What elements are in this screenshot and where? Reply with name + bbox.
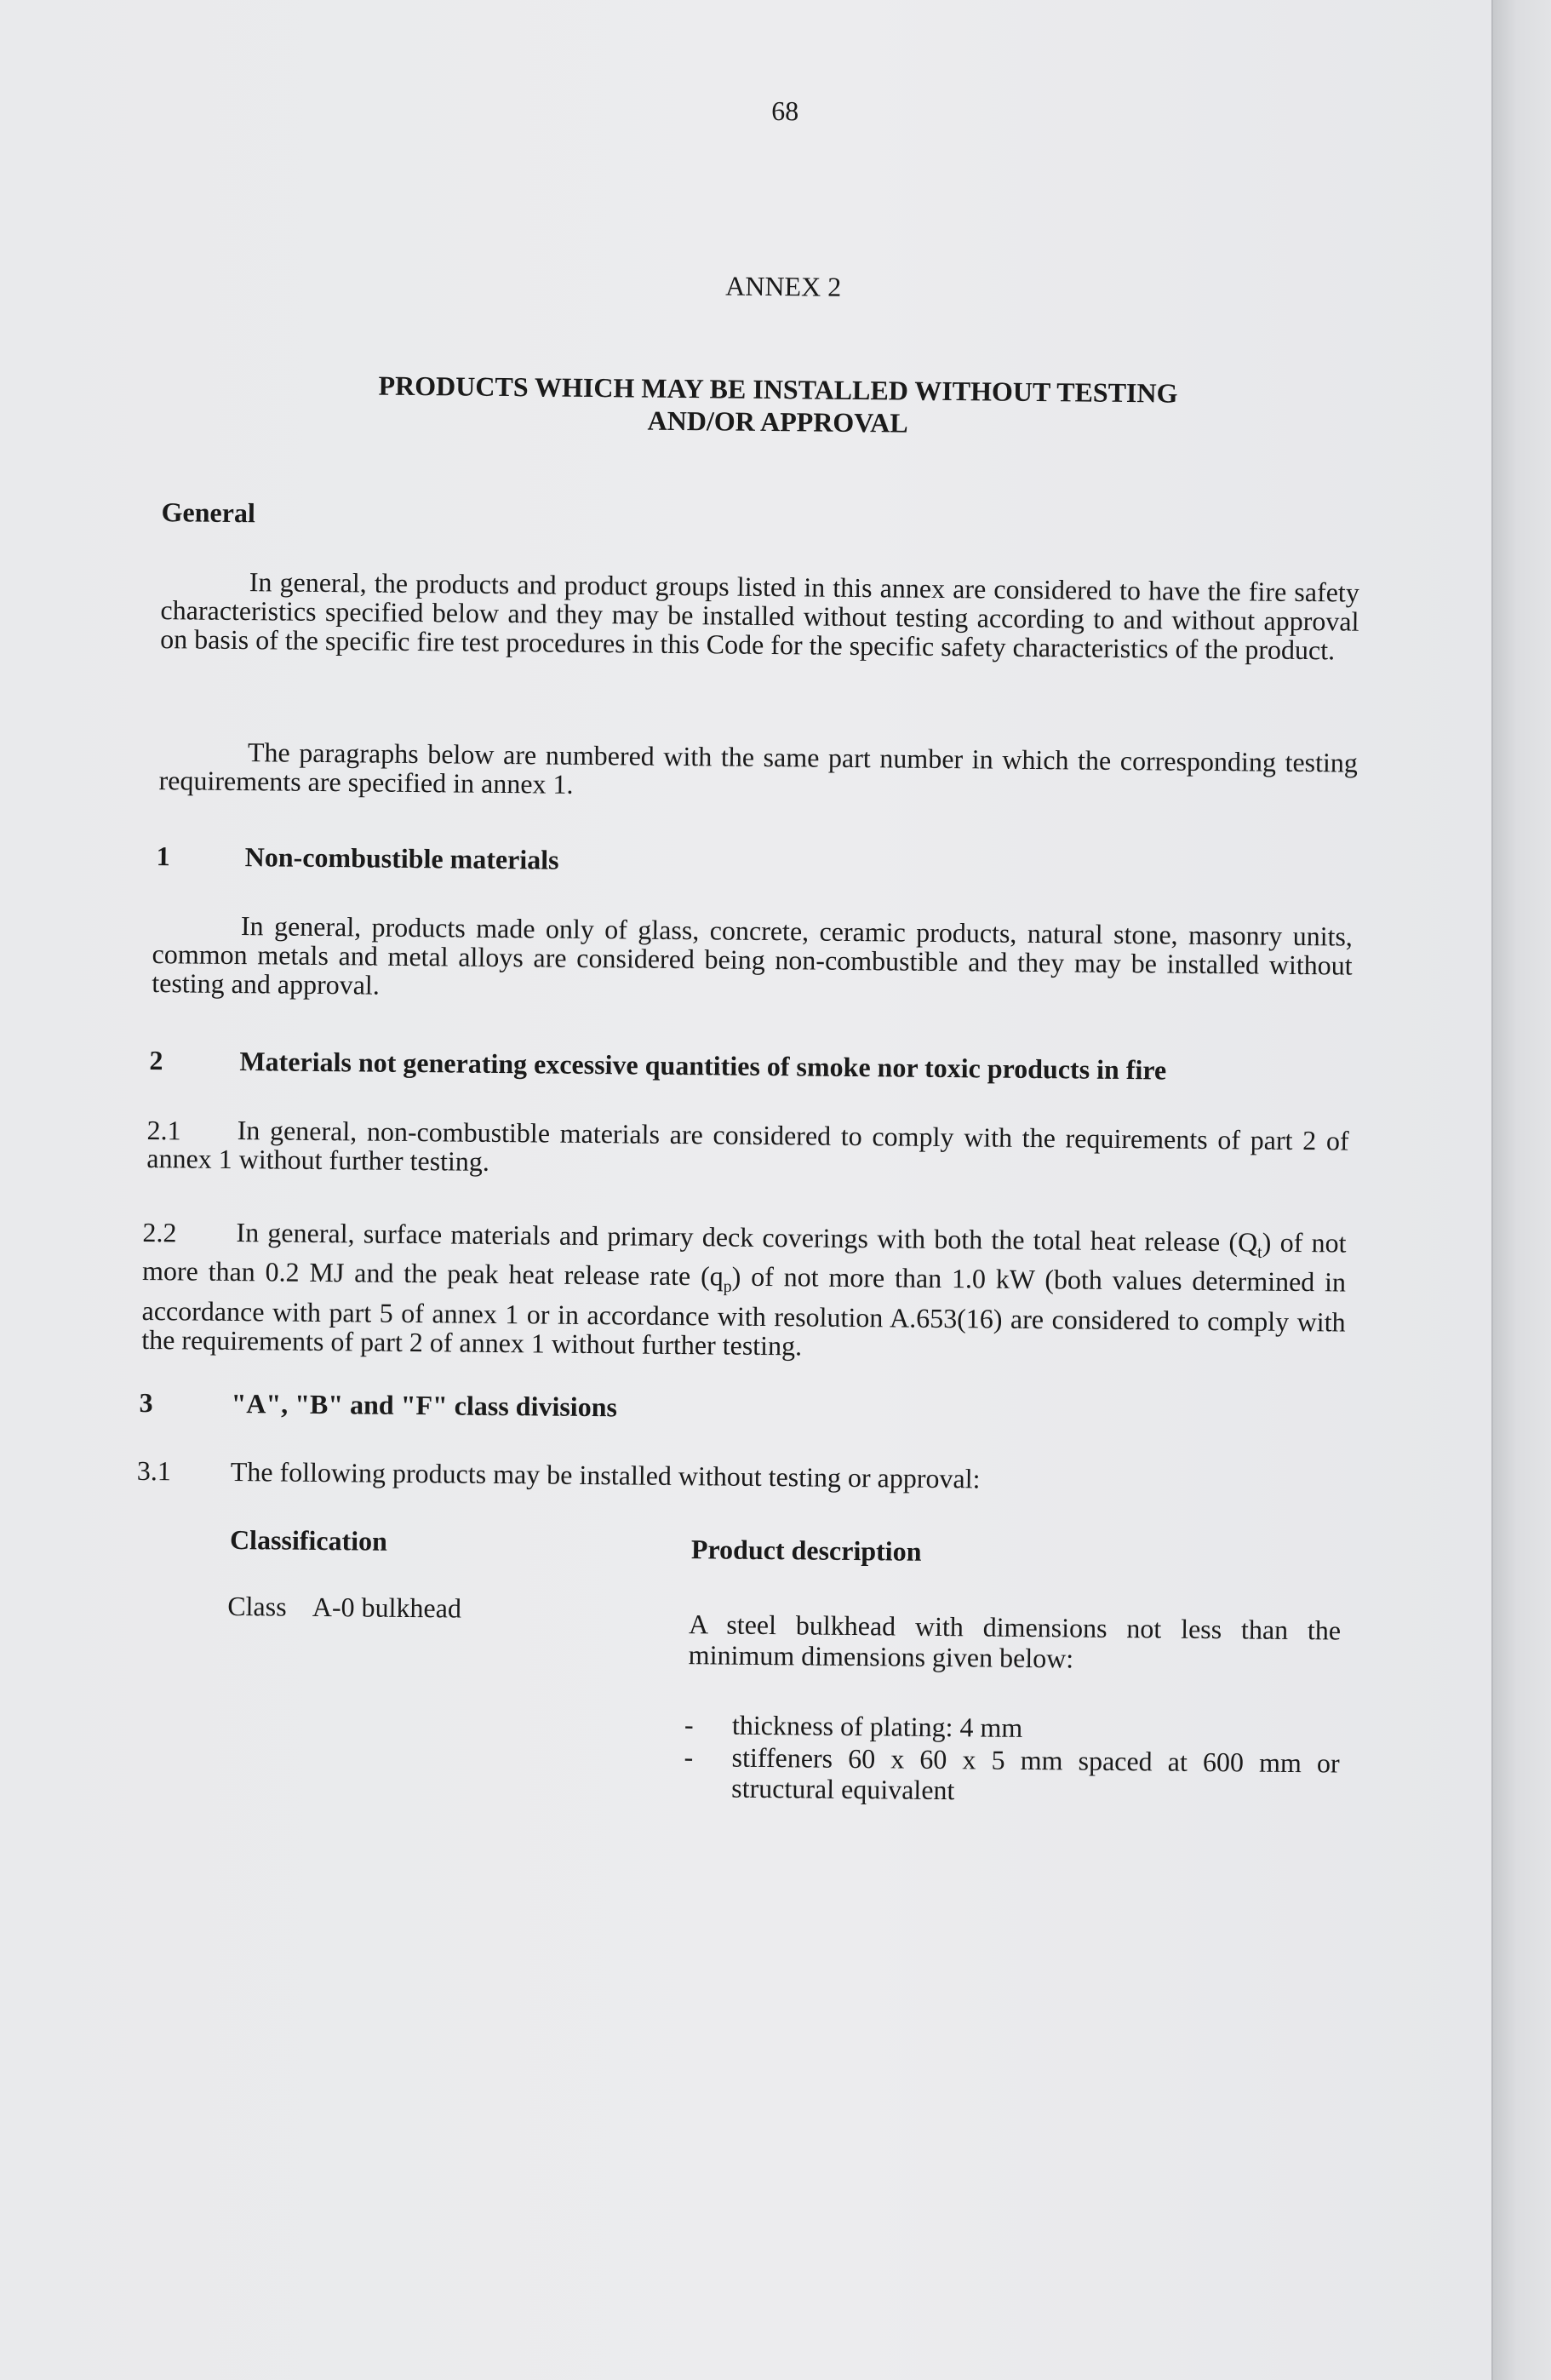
general-paragraph-2: The paragraphs below are numbered with the same part number in which the corresponding testing requirements are specified in annex 1. <box>158 737 1359 800</box>
section-1-text: In general, products made only of glass, concrete, ceramic products, natural stone, masonry units, common metals and metal alloys are considered being non-combustible and they may be installed without testing and approval. <box>152 910 1354 1001</box>
section-2-2-number: 2.2 <box>142 1216 177 1248</box>
section-2-2-text-c: ) of not more than 1.0 kW (both values determined in accordance with part 5 of annex 1 or in accordance with resolution A.653(16) are considered to comply with the requirements of part 2 of annex 1 without further testing. <box>141 1261 1347 1362</box>
main-title-line-1: PRODUCTS WHICH MAY BE INSTALLED WITHOUT TESTING <box>378 370 1178 409</box>
section-2-2-text-a: In general, surface materials and primary deck coverings with both the total heat release (Q <box>236 1217 1258 1258</box>
section-2-1-number: 2.1 <box>146 1115 181 1146</box>
section-2-1-text: In general, non-combustible materials are considered to comply with the requirements of part 2 of annex 1 without further testing. <box>146 1115 1349 1177</box>
bullet-mark: - <box>684 1741 694 1773</box>
bullet-mark: - <box>684 1709 694 1741</box>
section-2-2-text <box>141 1217 1346 1365</box>
table-row-1-bullet-list <box>684 1709 1340 1810</box>
section-3-number: 3 <box>139 1386 153 1419</box>
section-2-2-sub-p: p <box>723 1277 732 1297</box>
book-gutter-edge <box>1491 0 1551 2380</box>
section-2-2-sub-t: t <box>1257 1242 1262 1262</box>
table-row-1-description: A steel bulkhead with dimensions not less than the minimum dimensions given below: <box>688 1609 1342 1674</box>
annex-title: ANNEX 2 <box>725 270 842 302</box>
main-title <box>289 369 1268 443</box>
table-row-1-classification: Class A-0 bulkhead <box>227 1590 462 1624</box>
list-item <box>684 1709 1340 1746</box>
main-title-line-2: AND/OR APPROVAL <box>647 404 908 439</box>
bullet-text: thickness of plating: 4 mm <box>731 1709 1023 1743</box>
bullet-text: stiffeners 60 x 60 x 5 mm spaced at 600 mm or structural equivalent <box>731 1741 1340 1806</box>
section-3-1-text: The following products may be installed without testing or approval: <box>230 1455 981 1494</box>
table-header-product-description: Product description <box>690 1534 922 1567</box>
list-item <box>684 1741 1340 1809</box>
page-number: 68 <box>771 95 799 127</box>
section-2-2-text-b: ) of not more than 0.2 MJ and the peak heat release rate (q <box>141 1226 1347 1292</box>
general-paragraph-1: In general, the products and product groups listed in this annex are considered to have the fire safety characteristics specified below and they may be installed without testing according to and without approval on basis of the specific fire test procedures in this Code for the specific safety characteristics of the product. <box>160 566 1359 666</box>
section-1-number: 1 <box>156 840 170 872</box>
section-2-number: 2 <box>149 1045 163 1076</box>
general-heading: General <box>161 496 255 529</box>
section-1-title: Non-combustible materials <box>244 841 559 875</box>
section-3-title: "A", "B" and "F" class divisions <box>231 1387 618 1423</box>
table-header-classification: Classification <box>229 1523 388 1557</box>
section-2-title: Materials not generating excessive quantities of smoke nor toxic products in fire <box>239 1046 1167 1086</box>
section-3-1-number: 3.1 <box>136 1454 171 1487</box>
